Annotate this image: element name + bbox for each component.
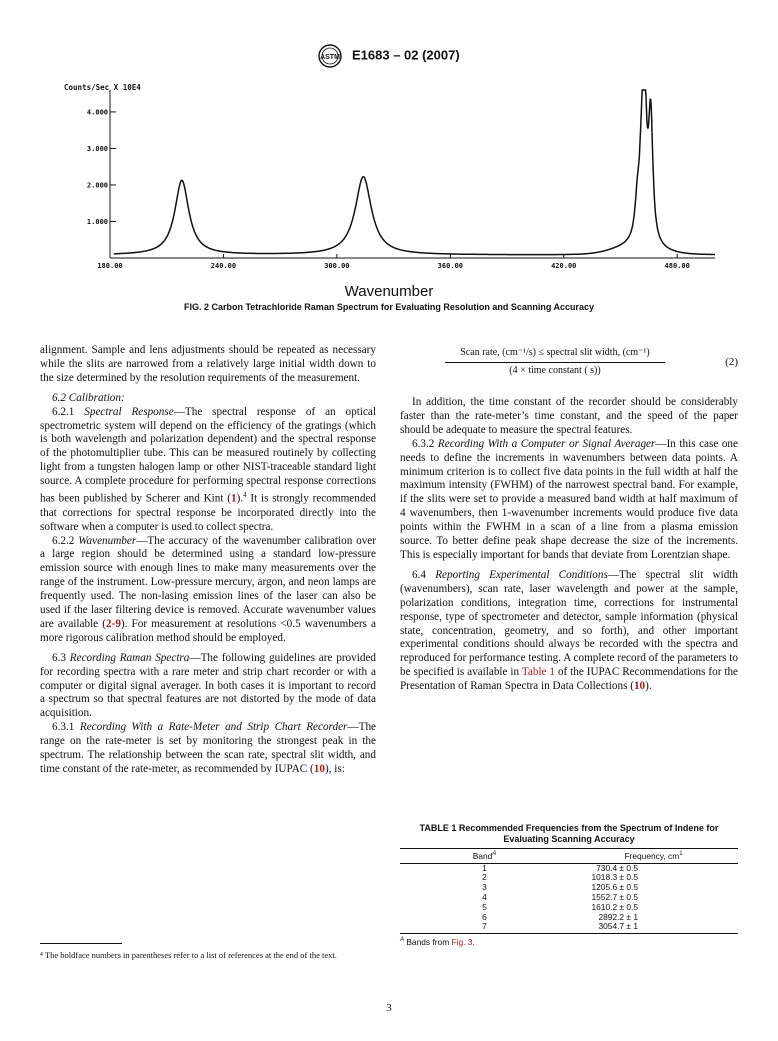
svg-text:ASTM: ASTM: [320, 54, 341, 61]
section-6-3-2: 6.3.2 Recording With a Computer or Signal Averager—In this case one needs to define the increments in wavenumbers between data points. A minimum criterion is to collect five data points in the full width at half the maximum intensity (FWHM) of the narrowest spectral band. For example, if the slits were set to provide a measured band width at half maximum of 4 wavenumbers, then 1-wavenumber increments would produce five data points within the FWHM in a scan of a line from a plasma emission source. To better define peak shape decrease the size of the increments. This is especially important for bands that deviate from Lorentzian shape.: [400, 437, 738, 561]
paragraph: In addition, the time constant of the recorder should be considerably faster than the rate-meter’s time constant, and the speed of the paper should be adequate to measure the spectral features.: [400, 396, 738, 436]
table-row: [400, 873, 738, 883]
table-row: [400, 863, 738, 873]
section-6-2-2: 6.2.2 Wavenumber—The accuracy of the wavenumber calibration over a large region should be determined using a standard low-pressure emission source with enough lines to make many measurements over the range of the instrument. Low-pressure mercury, argon, and neon lamps are frequently used. The non-lasing emission lines of the laser can also be used if the laser filtering device is removed. Accurate wavenumber values are available (2-9). For measurement at resolutions <0.5 wavenumbers a more rigorous calibration method should be employed.: [40, 534, 377, 644]
designation: E1683 – 02 (2007): [351, 47, 460, 63]
astm-logo-icon: [318, 44, 342, 68]
frequency-cell: 2892.2 ± 1: [598, 911, 638, 922]
column-header-frequency: Frequency, $cm^1$: [624, 850, 683, 861]
x-tick-label: 480.00: [664, 262, 690, 270]
table-1: [400, 823, 738, 947]
section-6-3: 6.3 Recording Raman Spectra—The following guidelines are provided for recording spectra with a rare meter and strip chart recorder or with a computer or digital signal averager. In both cases it is important to record a spectrum so that spectral features are not distorted by the mode of data acquisition.: [40, 651, 377, 720]
band-cell: 5: [482, 901, 487, 912]
frequency-cell: 1552.7 ± 0.5: [591, 891, 638, 902]
left-column: [40, 344, 376, 777]
table-row: [400, 893, 738, 903]
spectrum-line: [114, 90, 715, 255]
frequency-cell: 1610.2 ± 0.5: [591, 901, 638, 912]
footnote-divider: [40, 943, 122, 944]
fig-3-link[interactable]: Fig. 3: [451, 937, 473, 948]
figure-x-label: Wavenumber: [344, 283, 434, 300]
section-6-3-1: 6.3.1 Recording With a Rate-Meter and Strip Chart Recorder—The range on the rate-meter is set by monitoring the strongest peak in the spectrum. The relationship between the scan rate, spectral slit width, and time constant of the rate-meter, as recommended by IUPAC (10), is:: [40, 721, 377, 776]
table-title: TABLE 1 Recommended Frequencies from the Spectrum of Indene for Evaluating Scanning Accuracy: [419, 823, 719, 844]
section-6-4: 6.4 Reporting Experimental Conditions—The spectral slit width (wavenumbers), scan rate, laser wavelength and power at the sample, polarization conditions, integration time, corrections for instrumental response, type of spectrometer and detector, sample information (physical state, concentration, geometry, and so forth), and other important experimental conditions should always be recorded with the spectra and reproduced for performance testing. A complete record of the parameters to be specified is available in Table 1 of the IUPAC Recommendations for the Presentation of Raman Spectra in Data Collections (10).: [400, 568, 739, 693]
band-cell: 1: [482, 862, 487, 873]
table-row: [400, 883, 738, 893]
table-1-link[interactable]: Table 1: [521, 666, 556, 679]
table-footnote: $^A$ Bands from Fig. 3.: [400, 937, 475, 948]
equation-denominator: (4 × time constant ( s)): [509, 365, 601, 376]
x-tick-label: 360.00: [437, 262, 463, 270]
reference-link[interactable]: 2-9: [106, 617, 121, 630]
y-tick-label: 4.000: [86, 108, 108, 117]
footnote: ⁴ The boldface numbers in parentheses refer to a list of references at the end of the text.: [40, 950, 337, 960]
equation-numerator: Scan rate, (cm⁻¹/s) ≤ spectral slit width, (cm⁻¹): [460, 347, 650, 358]
column-header-band: Band$^A$: [472, 850, 497, 861]
band-cell: 7: [482, 921, 487, 932]
paragraph: alignment. Sample and lens adjustments should be repeated as necessary while the slits are narrowed from a relatively large initial width down to the size determined by the resolution requirements of the measurement.: [40, 344, 376, 384]
raman-spectrum-chart: [60, 80, 720, 275]
reference-link[interactable]: 10: [313, 763, 325, 776]
frequency-cell: 730.4 ± 0.5: [596, 862, 638, 873]
y-tick-label: 3.000: [86, 144, 108, 153]
figure-caption: FIG. 2 Carbon Tetrachloride Raman Spectrum for Evaluating Resolution and Scanning Accuracy: [183, 302, 595, 312]
equation-number: (2): [725, 356, 738, 368]
band-cell: 2: [482, 872, 487, 883]
x-tick-label: 180.00: [97, 262, 123, 270]
band-cell: 3: [482, 882, 487, 893]
y-tick-label: 1.000: [86, 217, 108, 226]
band-cell: 6: [482, 911, 487, 922]
table-row: [400, 922, 738, 932]
reference-link[interactable]: 1: [231, 492, 237, 505]
band-cell: 4: [482, 891, 487, 902]
document-header: [0, 44, 778, 68]
x-tick-label: 300.00: [324, 262, 350, 270]
table-bottom-rule: [400, 933, 738, 934]
y-axis-label: Counts/Sec X 10E4: [64, 83, 141, 92]
fraction-bar: [445, 362, 665, 363]
frequency-cell: 1018.3 ± 0.5: [591, 872, 638, 883]
section-6-2-heading: 6.2 Calibration:: [52, 391, 125, 404]
x-tick-label: 420.00: [551, 262, 577, 270]
frequency-cell: 3054.7 ± 1: [598, 921, 638, 932]
equation: [400, 347, 738, 387]
right-column: [400, 396, 738, 694]
page-number: 3: [386, 1002, 392, 1014]
table-row: [400, 903, 738, 913]
y-tick-label: 2.000: [86, 181, 108, 190]
section-6-2-1: 6.2.1 Spectral Response—The spectral response of an optical spectrometric system will depend on the efficiency of the gratings (which is both wavelength and polarization dependent) and the spectral response of the photomultiplier tube. This can be measured routinely by collecting light from a tungsten halogen lamp or other NIST-traceable standard light source. A complete procedure for performing spectral response corrections has been published by Scherer and Kint (1).$^4$ It is strongly recommended that corrections for spectral response be incorporated directly into the software when a computer is used to collect spectra.: [40, 405, 377, 533]
x-tick-label: 240.00: [210, 262, 237, 270]
frequency-cell: 1205.6 ± 0.5: [591, 882, 638, 893]
table-row: [400, 913, 738, 923]
reference-link[interactable]: 10: [633, 680, 646, 693]
